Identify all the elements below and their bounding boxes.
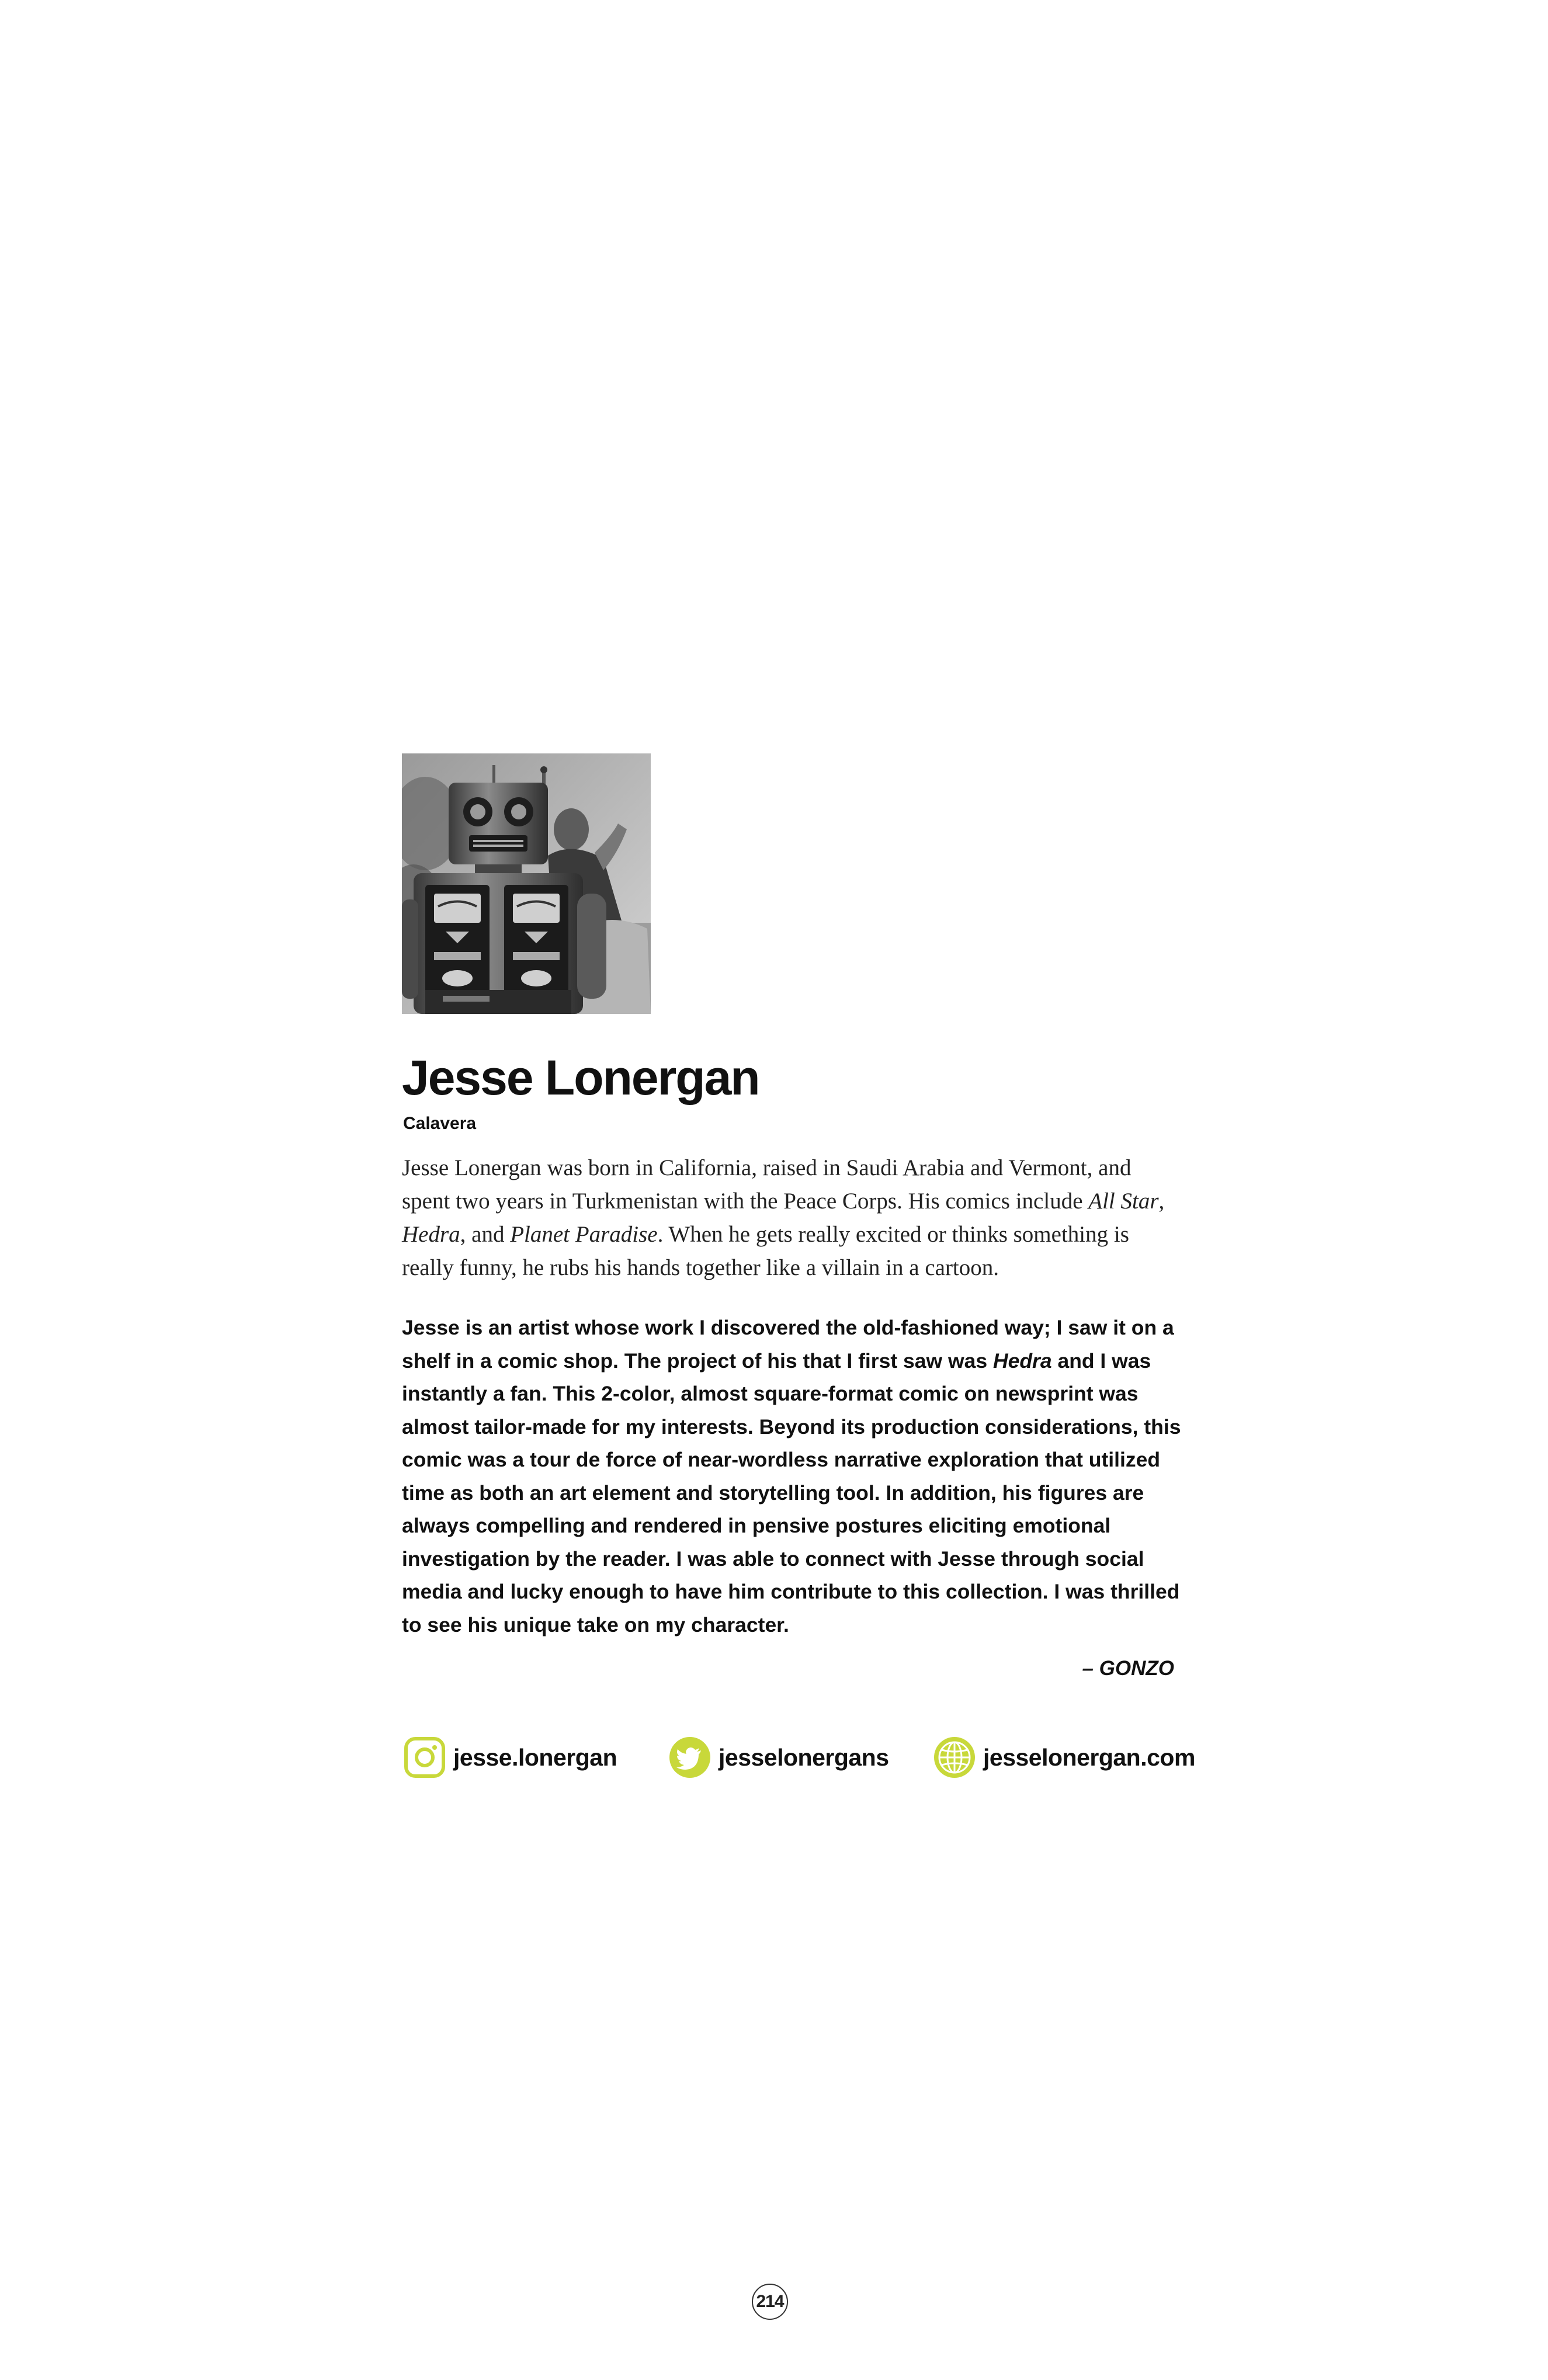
bio-comic-title-1: All Star xyxy=(1088,1189,1159,1214)
artist-name: Jesse Lonergan xyxy=(402,1050,759,1105)
instagram-link[interactable] xyxy=(403,1733,617,1781)
bio-text-1: Jesse Lonergan was born in California, raised in Saudi Arabia and Vermont, and spent two years in Turkmenistan with the Peace Corps. His comics include xyxy=(402,1155,1132,1214)
website-handle: jesselonergan.com xyxy=(983,1744,1195,1771)
globe-icon xyxy=(933,1736,976,1779)
artist-bio xyxy=(402,1151,1182,1284)
bio-separator-1: , xyxy=(1158,1189,1165,1214)
bio-comic-title-2: Hedra xyxy=(402,1222,460,1247)
bio-comic-title-3: Planet Paradise xyxy=(510,1222,658,1247)
instagram-icon xyxy=(403,1736,446,1779)
quote-text-1: Jesse is an artist whose work I discovered the old-fashioned way; I saw it on a shelf in a comic shop. The project of his that I first saw was xyxy=(402,1316,1174,1373)
instagram-handle: jesse.lonergan xyxy=(453,1744,617,1771)
bio-separator-2: , and xyxy=(460,1222,511,1247)
author-photo xyxy=(402,753,651,1014)
page-number: 214 xyxy=(752,2284,788,2320)
quote-text-2: and I was instantly a fan. This 2-color, almost square-format comic on newsprint was almost tailor-made for my interests. Beyond its production considerations, this comic was a tour de force of near-wordless narrative exploration that utilized time as both an art element and storytelling tool. In addition, his figures are always compelling and rendered in pensive postures eliciting emotional investigation by the reader. I was able to connect with Jesse through social media and lucky enough to have him contribute to this collection. I was thrilled to see his unique take on my character. xyxy=(402,1349,1181,1637)
quote-signature: – GONZO xyxy=(1082,1657,1174,1680)
twitter-icon xyxy=(668,1736,711,1779)
quote-comic-title: Hedra xyxy=(992,1349,1052,1373)
website-link[interactable] xyxy=(933,1733,1195,1781)
artwork-title: Calavera xyxy=(403,1114,477,1133)
bio-text-2: . When he gets really excited or thinks something is really funny, he rubs his hands together like a villain in a cartoon. xyxy=(402,1222,1129,1280)
twitter-handle: jesselonergans xyxy=(719,1744,889,1771)
curator-quote xyxy=(402,1311,1193,1641)
twitter-link[interactable] xyxy=(668,1733,889,1781)
